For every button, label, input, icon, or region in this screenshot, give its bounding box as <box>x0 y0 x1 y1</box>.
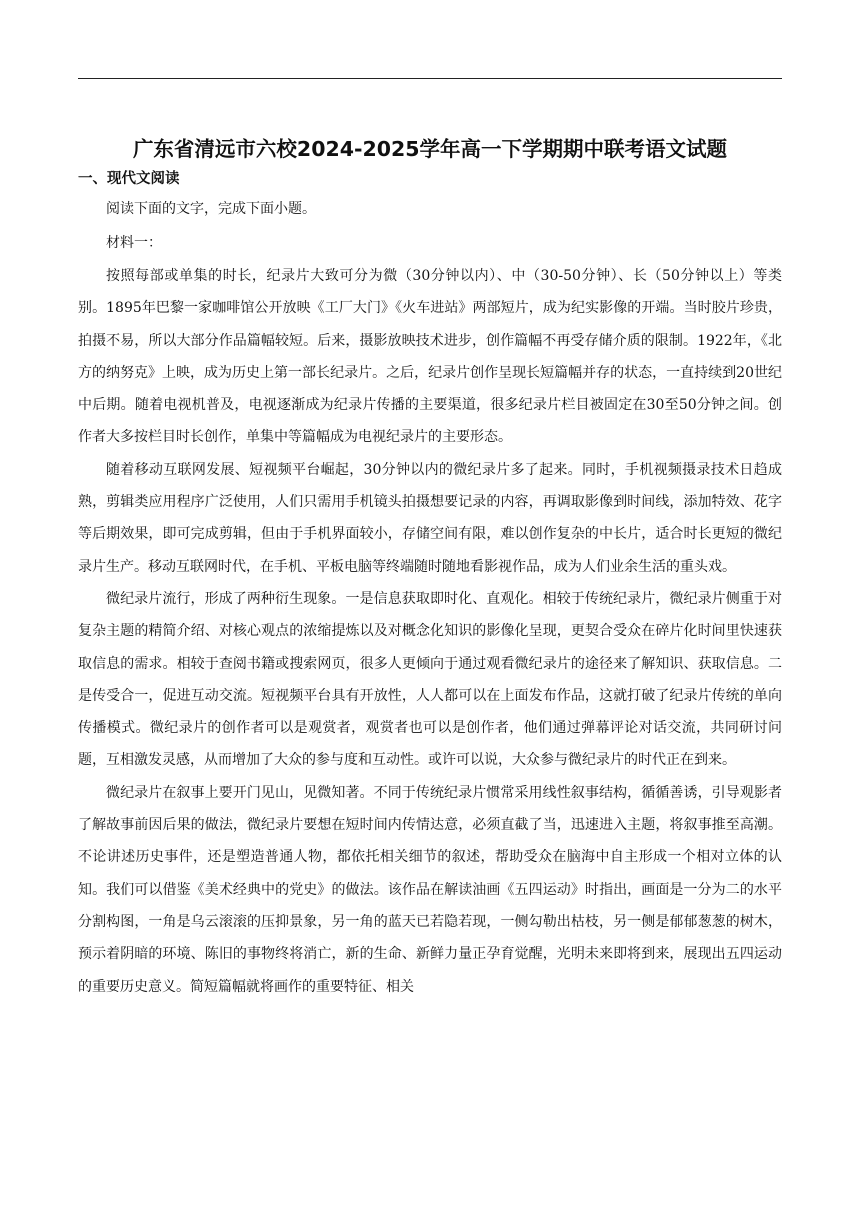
header-rule <box>78 78 782 79</box>
document-body <box>78 132 782 1003</box>
section-heading: 一、现代文阅读 <box>78 171 180 187</box>
paragraph: 微纪录片在叙事上要开门见山，见微知著。不同于传统纪录片惯常采用线性叙事结构，循循善诱，引导观影者了解故事前因后果的做法，微纪录片要想在短时间内传情达意，必须直截了当，迅速进入主题，将叙事推至高潮。不论讲述历史事件，还是塑造普通人物，都依托相关细节的叙述，帮助受众在脑海中自主形成一个相对立体的认知。我们可以借鉴《美术经典中的党史》的做法。该作品在解读油画《五四运动》时指出，画面是一分为二的水平分割构图，一角是乌云滚滚的压抑景象，另一角的蓝天已若隐若现，一侧勾勒出枯枝，另一侧是郁郁葱葱的树木，预示着阴暗的环境、陈旧的事物终将消亡，新的生命、新鲜力量正孕育觉醒，光明未来即将到来，展现出五四运动的重要历史意义。简短篇幅就将画作的重要特征、相关 <box>78 784 782 995</box>
paragraph: 按照每部或单集的时长，纪录片大致可分为微（30分钟以内）、中（30-50分钟）、长（50分钟以上）等类别。1895年巴黎一家咖啡馆公开放映《工厂大门》《火车进站》两部短片，成为纪实影像的开端。当时胶片珍贵，拍摄不易，所以大部分作品篇幅较短。后来，摄影放映技术进步，创作篇幅不再受存储介质的限制。1922年，《北方的纳努克》上映，成为历史上第一部长纪录片。之后，纪录片创作呈现长短篇幅并存的状态，一直持续到20世纪中后期。随着电视机普及，电视逐渐成为纪录片传播的主要渠道，很多纪录片栏目被固定在30至50分钟之间。创作者大多按栏目时长创作，单集中等篇幅成为电视纪录片的主要形态。 <box>78 268 782 446</box>
instruction-text: 阅读下面的文字，完成下面小题。 <box>106 201 316 217</box>
document-title: 广东省清远市六校2024-2025学年高一下学期期中联考语文试题 <box>132 137 728 161</box>
paragraph: 随着移动互联网发展、短视频平台崛起，30分钟以内的微纪录片多了起来。同时，手机视频摄录技术日趋成熟，剪辑类应用程序广泛使用，人们只需用手机镜头拍摄想要记录的内容，再调取影像到时间线，添加特效、花字等后期效果，即可完成剪辑，但由于手机界面较小，存储空间有限，难以创作复杂的中长片，适合时长更短的微纪录片生产。移动互联网时代，在手机、平板电脑等终端随时随地看影视作品，成为人们业余生活的重头戏。 <box>78 461 782 575</box>
material-label: 材料一： <box>106 235 162 251</box>
paragraph: 微纪录片流行，形成了两种衍生现象。一是信息获取即时化、直观化。相较于传统纪录片，微纪录片侧重于对复杂主题的精简介绍、对核心观点的浓缩提炼以及对概念化知识的影像化呈现，更契合受众在碎片化时间里快速获取信息的需求。相较于查阅书籍或搜索网页，很多人更倾向于通过观看微纪录片的途径来了解知识、获取信息。二是传受合一，促进互动交流。短视频平台具有开放性，人人都可以在上面发布作品，这就打破了纪录片传统的单向传播模式。微纪录片的创作者可以是观赏者，观赏者也可以是创作者，他们通过弹幕评论对话交流，共同研讨问题，互相激发灵感，从而增加了大众的参与度和互动性。或许可以说，大众参与微纪录片的时代正在到来。 <box>78 590 782 769</box>
